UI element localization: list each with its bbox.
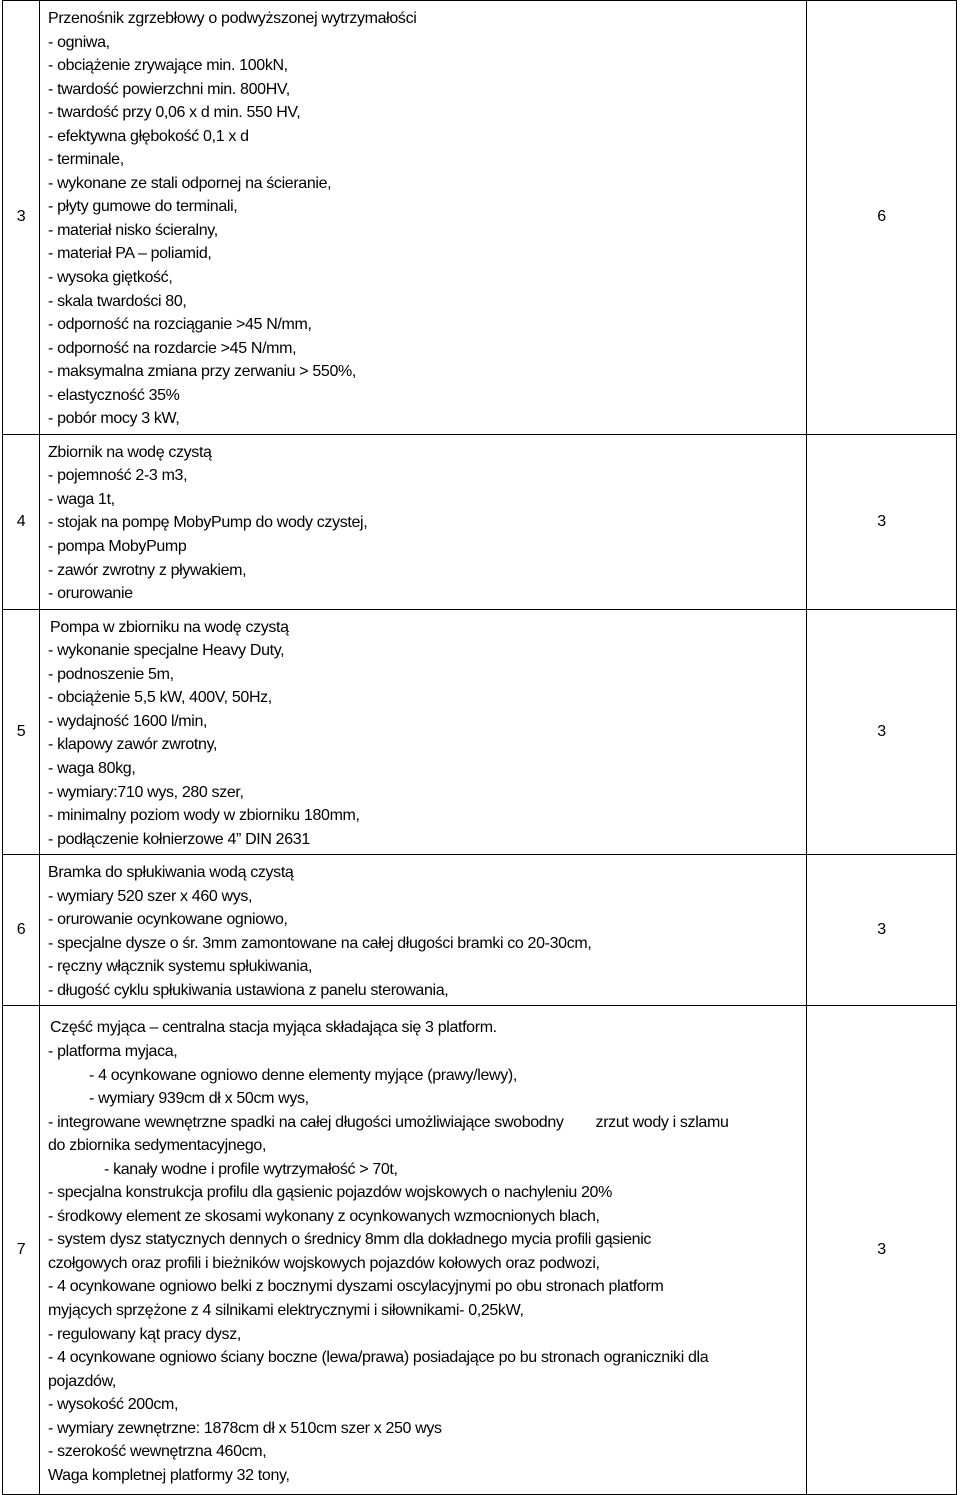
- description-line: myjących sprzężone z 4 silnikami elektrycznymi i siłownikami- 0,25kW,: [48, 1301, 524, 1319]
- row-quantity: 3: [807, 855, 957, 1006]
- description-line: - waga 1t,: [48, 490, 115, 508]
- description-line: - maksymalna zmiana przy zerwaniu > 550%,: [48, 363, 357, 381]
- description-line: - płyty gumowe do terminali,: [48, 198, 238, 216]
- description-line: Bramka do spłukiwania wodą czystą: [48, 864, 294, 882]
- description-line: - wysokość 200cm,: [48, 1396, 179, 1414]
- description-line: - pobór mocy 3 kW,: [48, 410, 180, 428]
- row-quantity: 3: [807, 434, 957, 609]
- table-row: [3, 434, 957, 609]
- row-description: [40, 434, 807, 609]
- description-line: Zbiornik na wodę czystą: [48, 443, 212, 461]
- description-line: - efektywna głębokość 0,1 x d: [48, 127, 249, 145]
- description-line: - kanały wodne i profile wytrzymałość > 70t,: [104, 1160, 398, 1178]
- description-line: - ogniwa,: [48, 33, 110, 51]
- description-line: - pojemność 2-3 m3,: [48, 467, 188, 485]
- row-quantity: 3: [807, 1006, 957, 1495]
- description-line-part: - integrowane wewnętrzne spadki na całej długości umożliwiające swobodny: [48, 1113, 564, 1131]
- description-line: - wykonane ze stali odpornej na ścieranie,: [48, 174, 332, 192]
- description-line: - waga 80kg,: [48, 759, 136, 777]
- table-row: [3, 1006, 957, 1495]
- description-line: - 4 ocynkowane ogniowo denne elementy myjące (prawy/lewy),: [89, 1066, 517, 1084]
- description-line: - odporność na rozciąganie >45 N/mm,: [48, 316, 312, 334]
- description-line: - zawór zwrotny z pływakiem,: [48, 561, 247, 579]
- description-line: - materiał nisko ścieralny,: [48, 221, 218, 239]
- description-line: - szerokość wewnętrzna 460cm,: [48, 1443, 267, 1461]
- description-line: - środkowy element ze skosami wykonany z ocynkowanych wzmocnionych blach,: [48, 1207, 600, 1225]
- description-line: - skala twardości 80,: [48, 292, 187, 310]
- description-line: - pompa MobyPump: [48, 538, 187, 556]
- description-line: - wymiary 939cm dł x 50cm wys,: [89, 1090, 309, 1108]
- row-quantity: 3: [807, 609, 957, 854]
- row-description: [40, 609, 807, 854]
- table-row: [3, 1, 957, 435]
- description-line: Przenośnik zgrzebłowy o podwyższonej wytrzymałości: [48, 10, 417, 27]
- description-line: - wymiary:710 wys, 280 szer,: [48, 783, 244, 801]
- description-line: - ręczny włącznik systemu spłukiwania,: [48, 958, 313, 976]
- description-line: Część myjąca – centralna stacja myjąca składająca się 3 platform.: [50, 1019, 497, 1037]
- description-line-part: zrzut wody i szlamu: [595, 1113, 729, 1131]
- row-description: [40, 855, 807, 1006]
- description-line: - wymiary zewnętrzne: 1878cm dł x 510cm szer x 250 wys: [48, 1419, 442, 1437]
- row-number: 3: [3, 1, 40, 435]
- table-row: [3, 855, 957, 1006]
- row-quantity: 6: [807, 1, 957, 435]
- description-line: Pompa w zbiorniku na wodę czystą: [50, 618, 289, 636]
- description-line: - obciążenie 5,5 kW, 400V, 50Hz,: [48, 689, 272, 707]
- description-line: - twardość przy 0,06 x d min. 550 HV,: [48, 104, 301, 122]
- description-line: - materiał PA – poliamid,: [48, 245, 212, 263]
- description-line: - specjalne dysze o śr. 3mm zamontowane na całej długości bramki co 20-30cm,: [48, 934, 592, 952]
- description-line: - system dysz statycznych dennych o średnicy 8mm dla dokładnego mycia profili gąsienic: [48, 1231, 652, 1249]
- description-line: - klapowy zawór zwrotny,: [48, 736, 218, 754]
- description-line: - 4 ocynkowane ogniowo belki z bocznymi dyszami oscylacyjnymi po obu stronach platform: [48, 1278, 664, 1296]
- description-line: - wydajność 1600 l/min,: [48, 712, 208, 730]
- table-row: [3, 609, 957, 854]
- description-line: - platforma myjaca,: [48, 1042, 178, 1060]
- description-line: pojazdów,: [48, 1372, 117, 1390]
- description-line: - regulowany kąt pracy dysz,: [48, 1325, 241, 1343]
- row-number: 7: [3, 1006, 40, 1495]
- row-number: 4: [3, 434, 40, 609]
- description-line: - stojak na pompę MobyPump do wody czystej,: [48, 514, 368, 532]
- specification-table: [2, 0, 957, 1495]
- description-line: - minimalny poziom wody w zbiorniku 180mm,: [48, 807, 360, 825]
- description-line: - wykonanie specjalne Heavy Duty,: [48, 642, 285, 660]
- description-line: - podłączenie kołnierzowe 4” DIN 2631: [48, 830, 310, 848]
- description-line: - specjalna konstrukcja profilu dla gąsienic pojazdów wojskowych o nachyleniu 20%: [48, 1184, 612, 1202]
- description-line: - orurowanie ocynkowane ogniowo,: [48, 911, 288, 929]
- description-line: czołgowych oraz profili i bieżników wojskowych pojazdów kołowych oraz podwozi,: [48, 1254, 600, 1272]
- description-line: - twardość powierzchni min. 800HV,: [48, 80, 290, 98]
- row-description: [40, 1, 807, 435]
- description-line: do zbiornika sedymentacyjnego,: [48, 1137, 267, 1155]
- description-line: - podnoszenie 5m,: [48, 665, 174, 683]
- description-line: - obciążenie zrywające min. 100kN,: [48, 57, 288, 75]
- description-line: - długość cyklu spłukiwania ustawiona z panelu sterowania,: [48, 981, 449, 999]
- row-number: 6: [3, 855, 40, 1006]
- description-line: [48, 1111, 802, 1135]
- row-description: [40, 1006, 807, 1495]
- description-line: Waga kompletnej platformy 32 tony,: [48, 1466, 290, 1484]
- description-line: - 4 ocynkowane ogniowo ściany boczne (lewa/prawa) posiadające po bu stronach ograniczniki dla: [48, 1349, 709, 1367]
- description-line: - odporność na rozdarcie >45 N/mm,: [48, 339, 297, 357]
- description-line: - wysoka giętkość,: [48, 269, 173, 287]
- row-number: 5: [3, 609, 40, 854]
- description-line: - wymiary 520 szer x 460 wys,: [48, 887, 253, 905]
- description-line: - elastyczność 35%: [48, 386, 180, 404]
- description-line: - terminale,: [48, 151, 124, 169]
- description-line: - orurowanie: [48, 585, 133, 603]
